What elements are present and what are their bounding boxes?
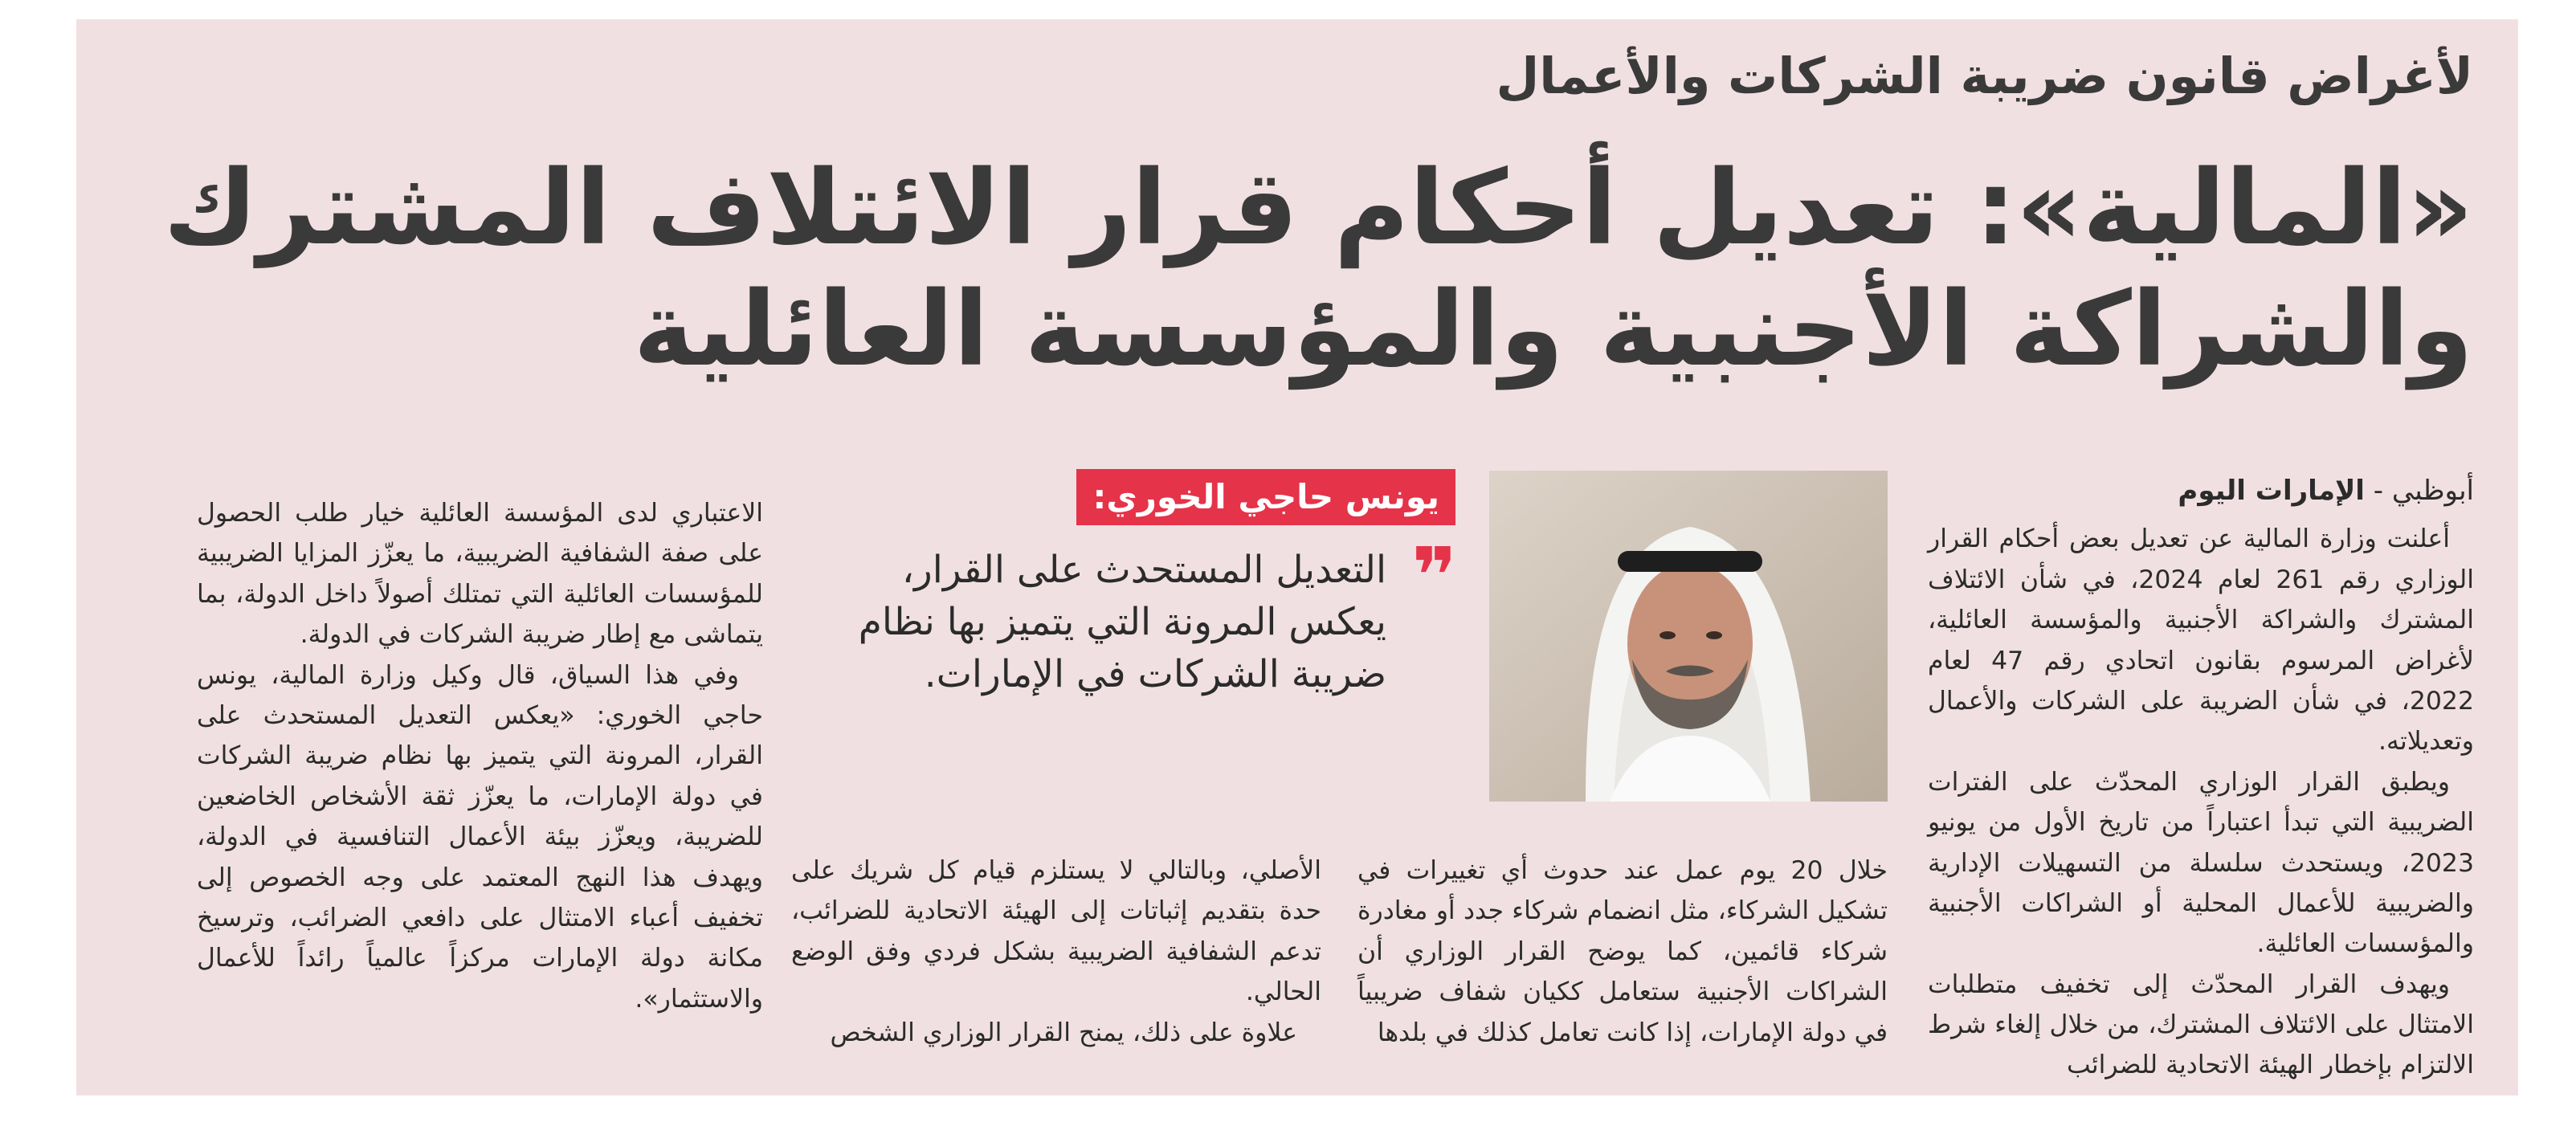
paragraph: أعلنت وزارة المالية عن تعديل بعض أحكام القرار الوزاري رقم 261 لعام 2024، في شأن الائتلاف المشترك والشراكة الأجنبية والمؤسسة العائلية، لأغراض المرسوم بقانون اتحادي رقم 47 لعام 2022، في شأن الضريبة على الشركات والأعمال وتعديلاته.	[1928, 524, 2474, 757]
byline-city: أبوظبي	[2391, 475, 2474, 507]
headline-line-1: «المالية»: تعديل أحكام قرار الائتلاف المشترك	[163, 149, 2473, 268]
paragraph: ويطبق القرار الوزاري المحدّث على الفترات الضريبية التي تبدأ اعتباراً من تاريخ الأول من يونيو 2023، ويستحدث سلسلة من التسهيلات الإدارية والضريبية للأعمال المحلية أو الشراكات الأجنبية والمؤسسات العائلية.	[1928, 767, 2474, 959]
portrait-photo-icon	[1489, 471, 1888, 802]
article-headline	[163, 148, 2473, 390]
paragraph: علاوة على ذلك، يمنح القرار الوزاري الشخص	[830, 1018, 1297, 1047]
newspaper-article	[76, 19, 2518, 1095]
quote-speaker-label: يونس حاجي الخوري:	[1076, 469, 1455, 525]
byline-separator: -	[2364, 475, 2392, 507]
pull-quote-line: يعكس المرونة التي يتميز بها نظام	[858, 599, 1386, 644]
byline-source: الإمارات اليوم	[2178, 475, 2365, 507]
paragraph: ويهدف القرار المحدّث إلى تخفيف متطلبات الامتثال على الائتلاف المشترك، من خلال إلغاء شرط الالتزام بإخطار الهيئة الاتحادية للضرائب	[1928, 969, 2474, 1080]
pull-quote-line: التعديل المستحدث على القرار،	[901, 548, 1386, 592]
headline-line-2: والشراكة الأجنبية والمؤسسة العائلية	[633, 270, 2473, 390]
portrait-photo	[1489, 471, 1888, 802]
article-column-3	[791, 851, 1321, 1053]
paragraph: وفي هذا السياق، قال وكيل وزارة المالية، يونس حاجي الخوري: «يعكس التعديل المستحدث على القرار، المرونة التي يتميز بها نظام ضريبة الشركات في دولة الإمارات، ما يعزّز ثقة الأشخاص الخاضعين للضريبة، ويعزّز بيئة الأعمال التنافسية في الدولة، ويهدف هذا النهج المعتمد على وجه الخصوص إلى تخفيف أعباء الامتثال على دافعي الضرائب، وترسيخ مكانة دولة الإمارات مركزاً عالمياً رائداً للأعمال والاستثمار».	[197, 660, 763, 1014]
paragraph: الاعتباري لدى المؤسسة العائلية خيار طلب الحصول على صفة الشفافية الضريبية، ما يعزّز المزايا الضريبية للمؤسسات العائلية التي تمتلك أصولاً داخل الدولة، بما يتماشى مع إطار ضريبة الشركات في الدولة.	[197, 499, 763, 650]
article-column-2	[1357, 851, 1888, 1053]
article-kicker: لأغراض قانون ضريبة الشركات والأعمال	[1496, 47, 2473, 105]
quote-mark-icon: ❞	[1411, 531, 1457, 621]
byline	[1928, 469, 2474, 512]
pull-quote	[858, 545, 1386, 701]
article-column-4	[197, 493, 763, 1019]
pull-quote-line: ضريبة الشركات في الإمارات.	[924, 651, 1386, 696]
article-column-1	[1928, 469, 2474, 1086]
paragraph: خلال 20 يوم عمل عند حدوث أي تغييرات في تشكيل الشركاء، مثل انضمام شركاء جدد أو مغادرة شركاء قائمين، كما يوضح القرار الوزاري أن الشراكات الأجنبية ستعامل ككيان شفاف ضريبياً في دولة الإمارات، إذا كانت تعامل كذلك في بلدها	[1357, 856, 1888, 1047]
paragraph: الأصلي، وبالتالي لا يستلزم قيام كل شريك على حدة بتقديم إثباتات إلى الهيئة الاتحادية للضرائب، تدعم الشفافية الضريبية بشكل فردي وفق الوضع الحالي.	[791, 856, 1321, 1007]
